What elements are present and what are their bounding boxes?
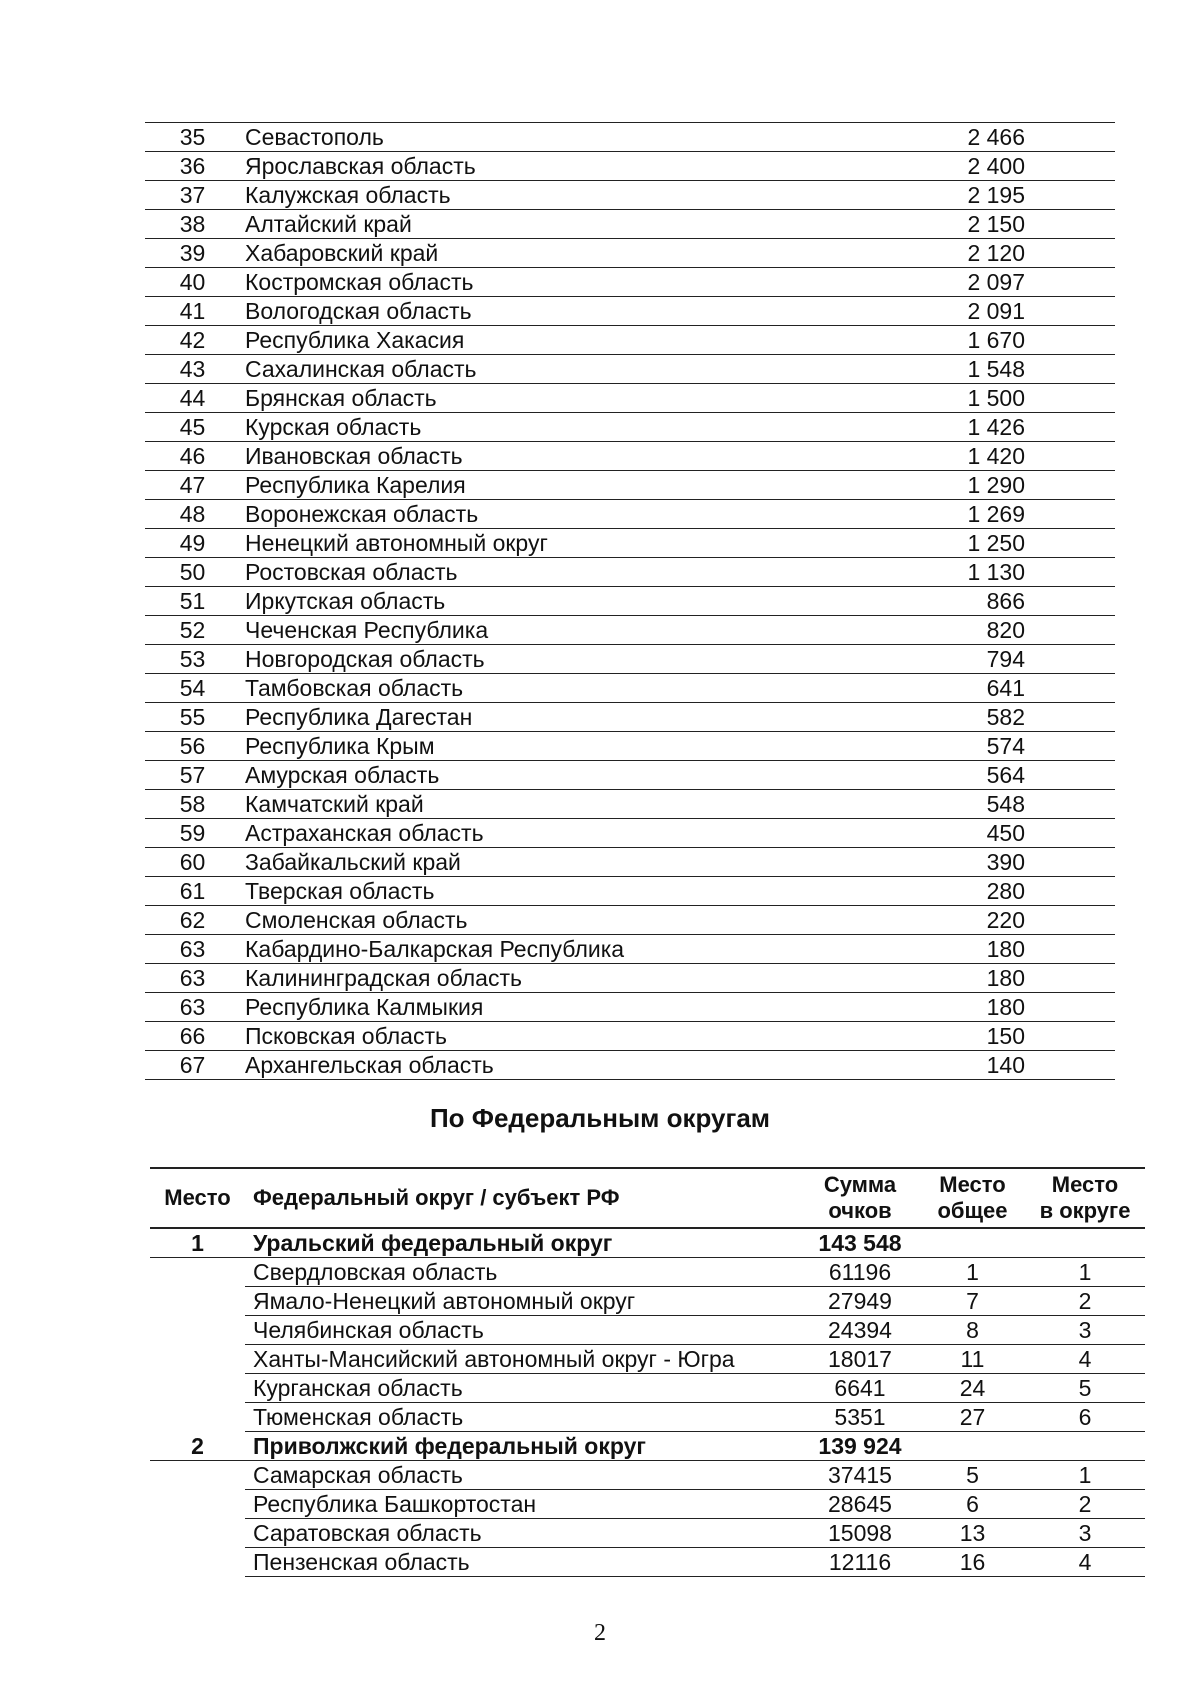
row-place	[150, 1403, 245, 1432]
federal-districts-table	[150, 1167, 1145, 1577]
row-district-place: 1	[1025, 1461, 1145, 1490]
ranking-region-name: Ярославская область	[240, 152, 965, 181]
ranking-place: 42	[145, 326, 240, 355]
row-name: Свердловская область	[245, 1258, 800, 1287]
ranking-place: 58	[145, 790, 240, 819]
ranking-value: 574	[986, 733, 1025, 759]
ranking-value-cell	[965, 355, 1115, 384]
ranking-value-cell	[965, 500, 1115, 529]
district-row	[150, 1228, 1145, 1258]
header-district-place-line1: Место	[1051, 1172, 1119, 1197]
ranking-value: 280	[986, 878, 1025, 904]
ranking-region-name: Костромская область	[240, 268, 965, 297]
ranking-place: 59	[145, 819, 240, 848]
row-points-sum: 28645	[800, 1490, 920, 1519]
row-place	[150, 1287, 245, 1316]
ranking-row	[145, 471, 1115, 500]
row-points-sum: 143 548	[800, 1228, 920, 1258]
ranking-row	[145, 1051, 1115, 1080]
ranking-row	[145, 529, 1115, 558]
ranking-value-cell	[965, 471, 1115, 500]
ranking-value-cell	[965, 819, 1115, 848]
ranking-row	[145, 587, 1115, 616]
ranking-value-cell	[965, 1051, 1115, 1080]
ranking-row	[145, 993, 1115, 1022]
ranking-value-cell	[965, 297, 1115, 326]
ranking-row	[145, 268, 1115, 297]
row-district-place: 3	[1025, 1316, 1145, 1345]
ranking-region-name: Вологодская область	[240, 297, 965, 326]
subject-row	[150, 1316, 1145, 1345]
ranking-row	[145, 906, 1115, 935]
ranking-region-name: Севастополь	[240, 123, 965, 152]
ranking-value-cell	[965, 152, 1115, 181]
ranking-region-name: Воронежская область	[240, 500, 965, 529]
ranking-place: 36	[145, 152, 240, 181]
ranking-value-cell	[965, 384, 1115, 413]
row-points-sum: 5351	[800, 1403, 920, 1432]
ranking-region-name: Смоленская область	[240, 906, 965, 935]
row-place	[150, 1461, 245, 1490]
ranking-place: 46	[145, 442, 240, 471]
subject-row	[150, 1258, 1145, 1287]
ranking-place: 37	[145, 181, 240, 210]
ranking-value-cell	[965, 413, 1115, 442]
ranking-row	[145, 761, 1115, 790]
row-points-sum: 61196	[800, 1258, 920, 1287]
ranking-row	[145, 1022, 1115, 1051]
ranking-region-name: Хабаровский край	[240, 239, 965, 268]
row-place	[150, 1345, 245, 1374]
ranking-value: 2 091	[967, 298, 1025, 324]
ranking-region-name: Забайкальский край	[240, 848, 965, 877]
row-district-place: 3	[1025, 1519, 1145, 1548]
ranking-value-cell	[965, 268, 1115, 297]
ranking-place: 45	[145, 413, 240, 442]
ranking-value-cell	[965, 761, 1115, 790]
ranking-place: 66	[145, 1022, 240, 1051]
row-general-place: 1	[920, 1258, 1025, 1287]
ranking-region-name: Сахалинская область	[240, 355, 965, 384]
ranking-value-cell	[965, 645, 1115, 674]
ranking-row	[145, 732, 1115, 761]
row-district-place: 2	[1025, 1287, 1145, 1316]
row-general-place: 5	[920, 1461, 1025, 1490]
ranking-value: 641	[986, 675, 1025, 701]
ranking-region-name: Калужская область	[240, 181, 965, 210]
row-district-place: 4	[1025, 1548, 1145, 1577]
ranking-place: 55	[145, 703, 240, 732]
ranking-value-cell	[965, 616, 1115, 645]
ranking-place: 54	[145, 674, 240, 703]
ranking-value: 2 120	[967, 240, 1025, 266]
ranking-value-cell	[965, 587, 1115, 616]
row-general-place: 27	[920, 1403, 1025, 1432]
subject-row	[150, 1287, 1145, 1316]
ranking-row	[145, 819, 1115, 848]
row-name: Самарская область	[245, 1461, 800, 1490]
ranking-row	[145, 442, 1115, 471]
ranking-region-name: Псковская область	[240, 1022, 965, 1051]
subject-row	[150, 1345, 1145, 1374]
ranking-place: 53	[145, 645, 240, 674]
ranking-place: 52	[145, 616, 240, 645]
row-name: Тюменская область	[245, 1403, 800, 1432]
ranking-value: 2 097	[967, 269, 1025, 295]
ranking-value: 450	[986, 820, 1025, 846]
ranking-value: 2 400	[967, 153, 1025, 179]
ranking-region-name: Брянская область	[240, 384, 965, 413]
ranking-value: 794	[986, 646, 1025, 672]
district-row	[150, 1432, 1145, 1461]
ranking-value: 1 500	[967, 385, 1025, 411]
row-points-sum: 15098	[800, 1519, 920, 1548]
subject-row	[150, 1374, 1145, 1403]
federal-districts-title: По Федеральным округам	[429, 1103, 771, 1133]
federal-districts-table-body	[150, 1228, 1145, 1577]
ranking-value-cell	[965, 239, 1115, 268]
ranking-row	[145, 297, 1115, 326]
ranking-value-cell	[965, 877, 1115, 906]
ranking-place: 38	[145, 210, 240, 239]
ranking-region-name: Амурская область	[240, 761, 965, 790]
ranking-place: 40	[145, 268, 240, 297]
row-name: Уральский федеральный округ	[245, 1228, 800, 1258]
row-name: Саратовская область	[245, 1519, 800, 1548]
ranking-row	[145, 413, 1115, 442]
header-district-place-line2: в округе	[1039, 1198, 1131, 1223]
ranking-place: 63	[145, 935, 240, 964]
ranking-row	[145, 674, 1115, 703]
ranking-place: 35	[145, 123, 240, 152]
ranking-value: 220	[986, 907, 1025, 933]
ranking-row	[145, 239, 1115, 268]
ranking-place: 49	[145, 529, 240, 558]
header-points-sum-line2: очков	[828, 1198, 892, 1223]
ranking-value: 2 466	[967, 124, 1025, 150]
ranking-row	[145, 210, 1115, 239]
row-general-place: 7	[920, 1287, 1025, 1316]
ranking-place: 47	[145, 471, 240, 500]
ranking-value-cell	[965, 326, 1115, 355]
ranking-row	[145, 616, 1115, 645]
subject-row	[150, 1519, 1145, 1548]
row-general-place: 24	[920, 1374, 1025, 1403]
row-place: 1	[150, 1228, 245, 1258]
ranking-value-cell	[965, 210, 1115, 239]
row-district-place: 1	[1025, 1258, 1145, 1287]
subject-row	[150, 1403, 1145, 1432]
ranking-region-name: Тверская область	[240, 877, 965, 906]
ranking-value-cell	[965, 1022, 1115, 1051]
ranking-value: 390	[986, 849, 1025, 875]
ranking-value: 1 670	[967, 327, 1025, 353]
row-general-place: 6	[920, 1490, 1025, 1519]
ranking-table-body	[145, 123, 1115, 1080]
ranking-value: 140	[986, 1052, 1025, 1078]
ranking-place: 61	[145, 877, 240, 906]
ranking-value-cell	[965, 848, 1115, 877]
ranking-place: 50	[145, 558, 240, 587]
row-district-place	[1025, 1228, 1145, 1258]
row-place	[150, 1519, 245, 1548]
ranking-region-name: Чеченская Республика	[240, 616, 965, 645]
ranking-value-cell	[965, 993, 1115, 1022]
ranking-row	[145, 355, 1115, 384]
ranking-row	[145, 558, 1115, 587]
ranking-value: 582	[986, 704, 1025, 730]
row-place	[150, 1258, 245, 1287]
ranking-region-name: Республика Дагестан	[240, 703, 965, 732]
ranking-row	[145, 152, 1115, 181]
ranking-value-cell	[965, 790, 1115, 819]
row-name: Ханты-Мансийский автономный округ - Югра	[245, 1345, 800, 1374]
ranking-place: 43	[145, 355, 240, 384]
page-number: 2	[594, 1620, 606, 1646]
ranking-value-cell	[965, 442, 1115, 471]
row-name: Приволжский федеральный округ	[245, 1432, 800, 1461]
header-general-place-line1: Место	[939, 1172, 1006, 1197]
row-name: Республика Башкортостан	[245, 1490, 800, 1519]
row-general-place	[920, 1432, 1025, 1461]
ranking-value-cell	[965, 181, 1115, 210]
header-points-sum	[800, 1168, 920, 1228]
ranking-region-name: Иркутская область	[240, 587, 965, 616]
ranking-region-name: Республика Карелия	[240, 471, 965, 500]
ranking-place: 56	[145, 732, 240, 761]
ranking-value: 1 269	[967, 501, 1025, 527]
row-general-place: 8	[920, 1316, 1025, 1345]
row-points-sum: 6641	[800, 1374, 920, 1403]
ranking-value: 150	[986, 1023, 1025, 1049]
row-points-sum: 12116	[800, 1548, 920, 1577]
row-points-sum: 27949	[800, 1287, 920, 1316]
row-points-sum: 18017	[800, 1345, 920, 1374]
ranking-row	[145, 384, 1115, 413]
ranking-value: 180	[986, 965, 1025, 991]
ranking-region-name: Ростовская область	[240, 558, 965, 587]
row-name: Челябинская область	[245, 1316, 800, 1345]
ranking-region-name: Республика Хакасия	[240, 326, 965, 355]
header-place: Место	[150, 1168, 245, 1228]
ranking-place: 41	[145, 297, 240, 326]
ranking-row	[145, 326, 1115, 355]
ranking-region-name: Архангельская область	[240, 1051, 965, 1080]
ranking-row	[145, 848, 1115, 877]
ranking-region-name: Камчатский край	[240, 790, 965, 819]
ranking-place: 39	[145, 239, 240, 268]
row-points-sum: 139 924	[800, 1432, 920, 1461]
ranking-row	[145, 703, 1115, 732]
ranking-place: 57	[145, 761, 240, 790]
ranking-value-cell	[965, 529, 1115, 558]
ranking-region-name: Республика Калмыкия	[240, 993, 965, 1022]
ranking-value-cell	[965, 558, 1115, 587]
ranking-region-name: Новгородская область	[240, 645, 965, 674]
ranking-value: 2 150	[967, 211, 1025, 237]
ranking-value-cell	[965, 935, 1115, 964]
subject-row	[150, 1548, 1145, 1577]
row-points-sum: 24394	[800, 1316, 920, 1345]
subject-row	[150, 1461, 1145, 1490]
ranking-value-cell	[965, 732, 1115, 761]
ranking-row	[145, 790, 1115, 819]
ranking-value: 1 130	[967, 559, 1025, 585]
header-general-place	[920, 1168, 1025, 1228]
ranking-row	[145, 123, 1115, 152]
ranking-value-cell	[965, 703, 1115, 732]
ranking-value: 1 548	[967, 356, 1025, 382]
row-district-place: 2	[1025, 1490, 1145, 1519]
ranking-region-name: Ивановская область	[240, 442, 965, 471]
ranking-region-name: Астраханская область	[240, 819, 965, 848]
ranking-place: 51	[145, 587, 240, 616]
row-place: 2	[150, 1432, 245, 1461]
ranking-place: 63	[145, 964, 240, 993]
ranking-region-name: Республика Крым	[240, 732, 965, 761]
ranking-place: 67	[145, 1051, 240, 1080]
ranking-value: 180	[986, 936, 1025, 962]
ranking-row	[145, 500, 1115, 529]
header-points-sum-line1: Сумма	[823, 1172, 897, 1197]
ranking-place: 60	[145, 848, 240, 877]
ranking-row	[145, 181, 1115, 210]
header-district-subject: Федеральный округ / субъект РФ	[245, 1168, 800, 1228]
ranking-place: 62	[145, 906, 240, 935]
ranking-value-cell	[965, 674, 1115, 703]
row-district-place: 5	[1025, 1374, 1145, 1403]
ranking-value: 564	[986, 762, 1025, 788]
row-district-place: 6	[1025, 1403, 1145, 1432]
row-place	[150, 1548, 245, 1577]
row-name: Курганская область	[245, 1374, 800, 1403]
row-place	[150, 1316, 245, 1345]
ranking-place: 48	[145, 500, 240, 529]
ranking-region-name: Кабардино-Балкарская Республика	[240, 935, 965, 964]
ranking-value-cell	[965, 906, 1115, 935]
ranking-region-name: Алтайский край	[240, 210, 965, 239]
ranking-value-cell	[965, 123, 1115, 152]
header-row	[150, 1168, 1145, 1228]
ranking-value: 866	[986, 588, 1025, 614]
ranking-value-cell	[965, 964, 1115, 993]
federal-districts-table-header	[150, 1168, 1145, 1228]
ranking-value: 820	[986, 617, 1025, 643]
ranking-table	[145, 122, 1115, 1080]
ranking-value: 1 426	[967, 414, 1025, 440]
row-place	[150, 1490, 245, 1519]
row-general-place: 16	[920, 1548, 1025, 1577]
row-name: Ямало-Ненецкий автономный округ	[245, 1287, 800, 1316]
row-district-place: 4	[1025, 1345, 1145, 1374]
ranking-place: 63	[145, 993, 240, 1022]
ranking-row	[145, 877, 1115, 906]
row-points-sum: 37415	[800, 1461, 920, 1490]
row-place	[150, 1374, 245, 1403]
ranking-row	[145, 964, 1115, 993]
ranking-value: 1 420	[967, 443, 1025, 469]
ranking-region-name: Тамбовская область	[240, 674, 965, 703]
ranking-value: 1 250	[967, 530, 1025, 556]
row-district-place	[1025, 1432, 1145, 1461]
row-general-place: 13	[920, 1519, 1025, 1548]
ranking-value: 548	[986, 791, 1025, 817]
ranking-region-name: Калининградская область	[240, 964, 965, 993]
ranking-value: 180	[986, 994, 1025, 1020]
subject-row	[150, 1490, 1145, 1519]
ranking-row	[145, 935, 1115, 964]
header-general-place-line2: общее	[937, 1198, 1008, 1223]
ranking-row	[145, 645, 1115, 674]
row-general-place: 11	[920, 1345, 1025, 1374]
ranking-value: 2 195	[967, 182, 1025, 208]
row-general-place	[920, 1228, 1025, 1258]
ranking-region-name: Ненецкий автономный округ	[240, 529, 965, 558]
ranking-place: 44	[145, 384, 240, 413]
ranking-region-name: Курская область	[240, 413, 965, 442]
ranking-value: 1 290	[967, 472, 1025, 498]
header-district-place	[1025, 1168, 1145, 1228]
row-name: Пензенская область	[245, 1548, 800, 1577]
